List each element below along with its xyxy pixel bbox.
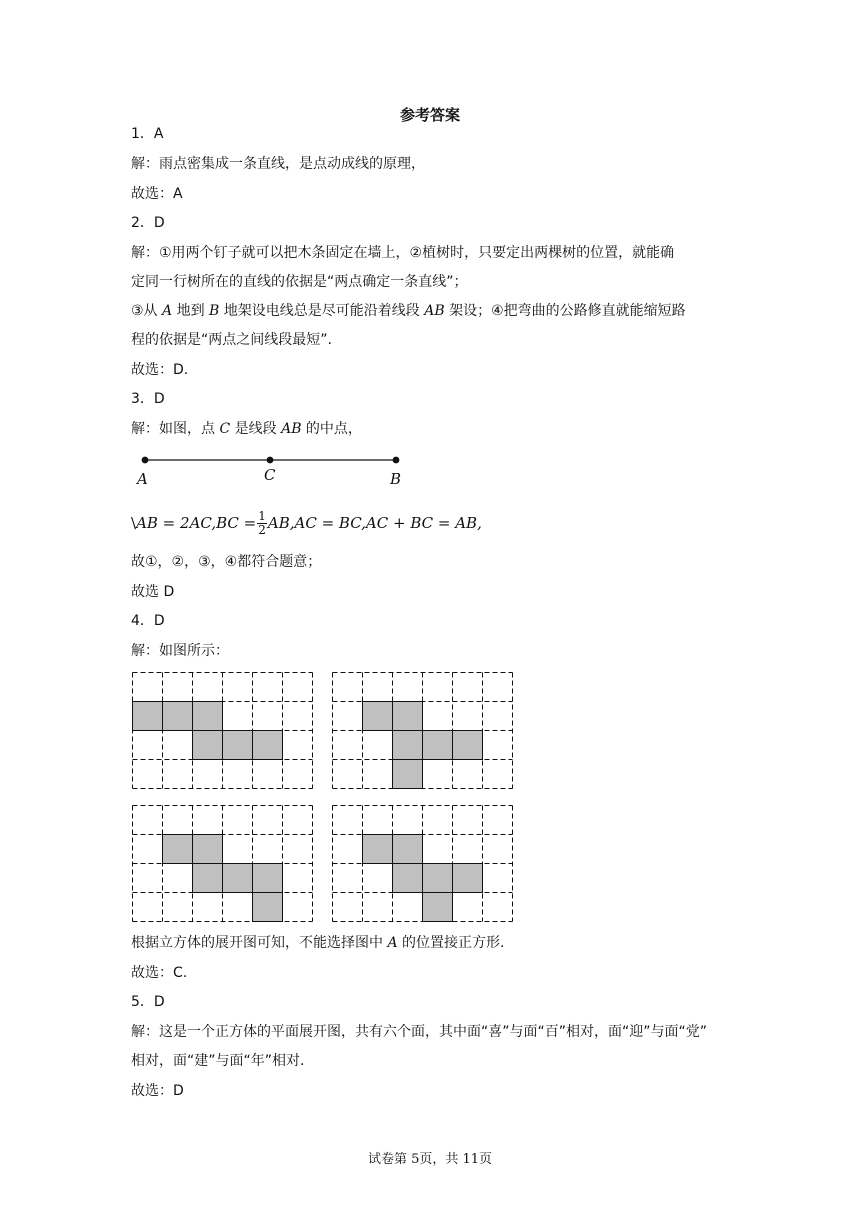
shaded-cell [423, 893, 453, 922]
shaded-cell [363, 702, 393, 731]
shaded-cell [453, 731, 483, 760]
label-c: C [264, 466, 276, 484]
q3-choice: 故选 D [131, 584, 175, 600]
shaded-cell [363, 835, 393, 864]
q4-choice: 故选：C. [131, 965, 188, 981]
q2-solution-line4: 程的依据是“两点之间线段最短”. [131, 332, 332, 348]
q3-equation [131, 508, 482, 538]
label-b: B [390, 470, 402, 488]
shaded-cell [223, 731, 253, 760]
shaded-cell [163, 835, 193, 864]
q2-l3-c: 地架设电线总是尽可能沿着线段 [219, 303, 425, 319]
q5-solution-line2: 相对，面“建”与面“年”相对. [131, 1053, 305, 1069]
q4-concl-a: 根据立方体的展开图可知，不能选择图中 [131, 935, 388, 951]
q2-l3-a: ③从 [131, 303, 163, 319]
eq-part2: AB,AC = BC,AC + BC = AB, [267, 514, 482, 532]
shaded-cell [133, 702, 163, 731]
point-a [142, 457, 149, 464]
shaded-cell [223, 864, 253, 893]
shaded-cell [163, 702, 193, 731]
q2-solution-line1: 解：①用两个钉子就可以把木条固定在墙上，②植树时，只要定出两棵树的位置，就能确 [131, 245, 675, 261]
q1-choice: 故选：A [131, 186, 183, 202]
q2-var-ab: AB [424, 303, 445, 319]
shaded-cell [253, 731, 283, 760]
shaded-cell [393, 731, 423, 760]
eq-prefix: \ [131, 514, 137, 532]
q2-var-b: B [209, 303, 220, 319]
q5-solution-line1: 解：这是一个正方体的平面展开图，共有六个面，其中面“喜”与面“百”相对，面“迎”与面“党” [131, 1024, 708, 1040]
shaded-cell [393, 835, 423, 864]
q3-answer: 3．D [131, 391, 165, 407]
q2-solution-line3 [131, 301, 736, 321]
q2-l3-b: 地到 [172, 303, 210, 319]
shaded-cell [393, 864, 423, 893]
q4-solution: 解：如图所示： [131, 643, 229, 659]
page-footer: 试卷第 5页，共 11页 [367, 1152, 493, 1167]
q2-var-a: A [162, 303, 173, 319]
point-c [267, 457, 274, 464]
shaded-cell [253, 893, 283, 922]
q1-answer: 1．A [131, 126, 164, 142]
eq-fraction [257, 510, 267, 537]
q3-sol-c: 的中点， [301, 421, 362, 437]
q2-l3-d: 架设；④把弯曲的公路修直就能缩短路 [444, 303, 686, 319]
shaded-cell [193, 702, 223, 731]
q5-choice: 故选：D [131, 1083, 184, 1099]
q3-var-c: C [219, 421, 231, 437]
net-grid-2 [332, 672, 513, 790]
q4-var-a: A [387, 935, 398, 951]
shaded-cell [393, 702, 423, 731]
q1-solution: 解：雨点密集成一条直线，是点动成线的原理， [131, 156, 425, 172]
q2-choice: 故选：D. [131, 362, 189, 378]
q4-concl-b: 的位置接正方形. [397, 935, 505, 951]
q2-answer: 2．D [131, 215, 165, 231]
frac-denominator: 2 [258, 522, 266, 537]
label-a: A [137, 470, 148, 488]
segment-diagram [130, 448, 420, 492]
shaded-cell [193, 731, 223, 760]
page-title: 参考答案 [399, 106, 460, 124]
q5-answer: 5．D [131, 994, 165, 1010]
q3-sol-b: 是线段 [230, 421, 282, 437]
shaded-cell [423, 864, 453, 893]
net-grid-1 [132, 672, 313, 790]
q3-solution [131, 419, 736, 439]
net-grid-3 [132, 805, 313, 923]
q3-sol-a: 解：如图，点 [131, 421, 220, 437]
q4-conclusion [131, 933, 736, 953]
shaded-cell [393, 760, 423, 789]
q3-var-ab: AB [281, 421, 302, 437]
eq-part1: AB = 2AC,BC = [136, 514, 257, 532]
q3-conclusion: 故①，②，③，④都符合题意； [131, 554, 322, 570]
point-b [393, 457, 400, 464]
shaded-cell [423, 731, 453, 760]
shaded-cell [193, 835, 223, 864]
shaded-cell [253, 864, 283, 893]
net-grid-4 [332, 805, 513, 923]
q4-answer: 4．D [131, 613, 165, 629]
q2-solution-line2: 定同一行树所在的直线的依据是“两点确定一条直线”； [131, 274, 468, 290]
frac-numerator: 1 [258, 508, 266, 523]
shaded-cell [453, 864, 483, 893]
shaded-cell [193, 864, 223, 893]
